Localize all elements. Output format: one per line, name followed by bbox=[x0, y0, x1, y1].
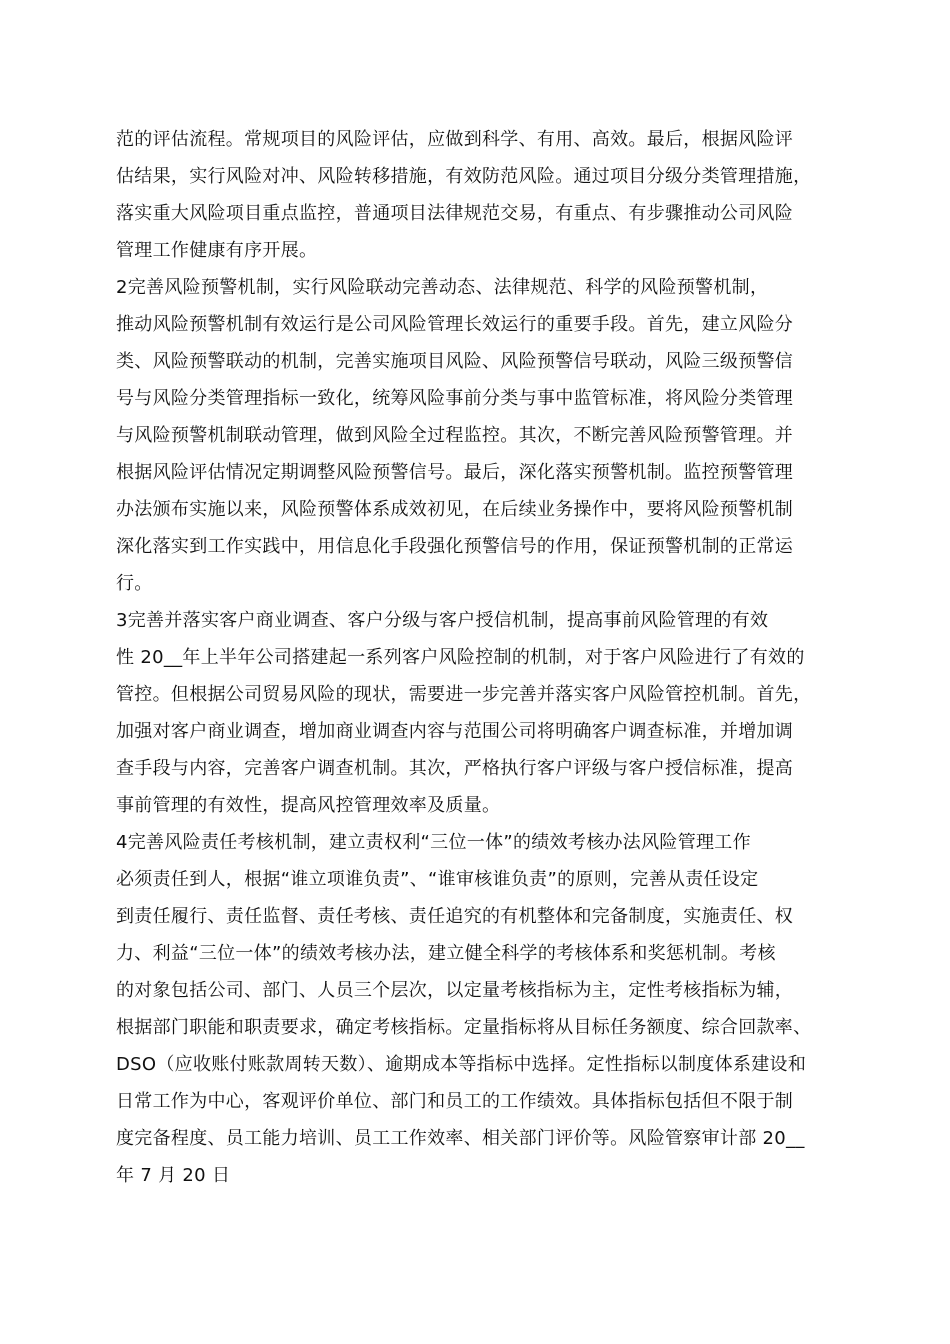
text-line: 类、风险预警联动的机制，完善实施项目风险、风险预警信号联动，风险三级预警信 bbox=[116, 351, 794, 372]
text-line: 日常工作为中心，客观评价单位、部门和员工的工作绩效。具体指标包括但不限于制 bbox=[116, 1091, 794, 1112]
text-line: 号与风险分类管理指标一致化，统筹风险事前分类与事中监管标准，将风险分类管理 bbox=[116, 388, 794, 409]
text-line: 行。 bbox=[116, 573, 153, 594]
text-line: 2完善风险预警机制，实行风险联动完善动态、法律规范、科学的风险预警机制， bbox=[116, 277, 769, 298]
text-line: 年 7 月 20 日 bbox=[116, 1165, 231, 1186]
text-line: 度完备程度、员工能力培训、员工工作效率、相关部门评价等。风险管察审计部 20__ bbox=[116, 1128, 805, 1149]
text-line: 事前管理的有效性，提高风控管理效率及质量。 bbox=[116, 795, 501, 816]
text-line: 管理工作健康有序开展。 bbox=[116, 240, 318, 261]
text-line: 与风险预警机制联动管理，做到风险全过程监控。其次，不断完善风险预警管理。并 bbox=[116, 425, 794, 446]
text-line: DSO（应收账付账款周转天数）、逾期成本等指标中选择。定性指标以制度体系建设和 bbox=[116, 1054, 807, 1075]
text-line: 到责任履行、责任监督、责任考核、责任追究的有机整体和完备制度，实施责任、权 bbox=[116, 906, 794, 927]
text-line: 根据部门职能和职责要求，确定考核指标。定量指标将从目标任务额度、综合回款率、 bbox=[116, 1017, 812, 1038]
text-line: 4完善风险责任考核机制，建立责权利“三位一体”的绩效考核办法风险管理工作 bbox=[116, 832, 751, 853]
text-line: 加强对客户商业调查，增加商业调查内容与范围公司将明确客户调查标准，并增加调 bbox=[116, 721, 794, 742]
text-line: 根据风险评估情况定期调整风险预警信号。最后，深化落实预警机制。监控预警管理 bbox=[116, 462, 794, 483]
text-line: 管控。但根据公司贸易风险的现状，需要进一步完善并落实客户风险管控机制。首先， bbox=[116, 684, 812, 705]
text-line: 查手段与内容，完善客户调查机制。其次，严格执行客户评级与客户授信标准，提高 bbox=[116, 758, 794, 779]
text-line: 必须责任到人，根据“谁立项谁负责”、“谁审核谁负责”的原则，完善从责任设定 bbox=[116, 869, 759, 890]
text-line: 的对象包括公司、部门、人员三个层次，以定量考核指标为主，定性考核指标为辅， bbox=[116, 980, 794, 1001]
text-line: 办法颁布实施以来，风险预警体系成效初见，在后续业务操作中，要将风险预警机制 bbox=[116, 499, 794, 520]
text-line: 估结果，实行风险对冲、风险转移措施，有效防范风险。通过项目分级分类管理措施， bbox=[116, 166, 812, 187]
text-line: 3完善并落实客户商业调查、客户分级与客户授信机制，提高事前风险管理的有效 bbox=[116, 610, 769, 631]
text-line: 范的评估流程。常规项目的风险评估，应做到科学、有用、高效。最后，根据风险评 bbox=[116, 129, 794, 150]
text-line: 力、利益“三位一体”的绩效考核办法，建立健全科学的考核体系和奖惩机制。考核 bbox=[116, 943, 776, 964]
text-line: 深化落实到工作实践中，用信息化手段强化预警信号的作用，保证预警机制的正常运 bbox=[116, 536, 794, 557]
text-line: 推动风险预警机制有效运行是公司风险管理长效运行的重要手段。首先，建立风险分 bbox=[116, 314, 794, 335]
text-line: 落实重大风险项目重点监控，普通项目法律规范交易，有重点、有步骤推动公司风险 bbox=[116, 203, 794, 224]
text-line: 性 20__年上半年公司搭建起一系列客户风险控制的机制，对于客户风险进行了有效的 bbox=[116, 647, 805, 668]
